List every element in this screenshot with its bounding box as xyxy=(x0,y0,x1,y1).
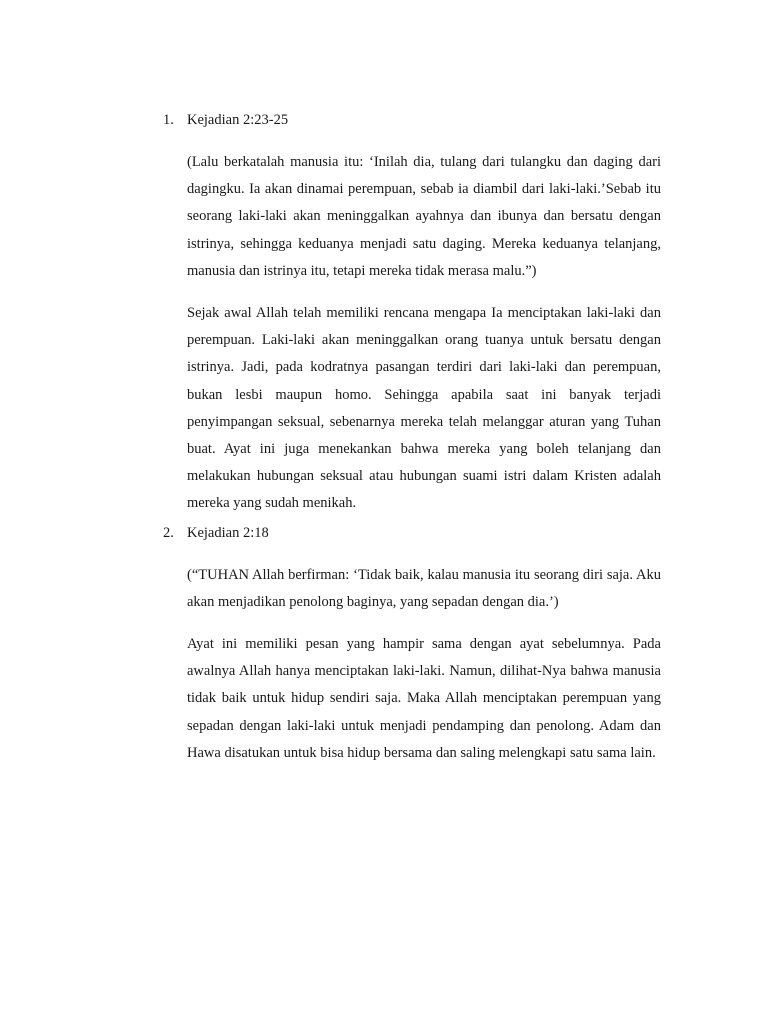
verse-reference: Kejadian 2:23-25 xyxy=(187,112,289,128)
list-item-2 xyxy=(163,523,683,781)
list-item-heading xyxy=(163,110,683,130)
verse-quote: (“TUHAN Allah berfirman: ‘Tidak baik, kalau manusia itu seorang diri saja. Aku akan menjadikan penolong baginya, yang sepadan dengan dia.’) xyxy=(187,567,661,611)
list-item-1 xyxy=(163,110,683,532)
commentary-paragraph: Sejak awal Allah telah memiliki rencana mengapa Ia menciptakan laki-laki dan perempuan. Laki-laki akan meninggalkan orang tuanya untuk bersatu dengan istrinya. Jadi, pada kodratnya pasangan terdiri dari laki-laki dan perempuan, bukan lesbi maupun homo. Sehingga apabila saat ini banyak terjadi penyimpangan seksual, sebenarnya mereka telah melanggar aturan yang Tuhan buat. Ayat ini juga menekankan bahwa mereka yang boleh telanjang dan melakukan hubungan seksual atau hubungan suami istri dalam Kristen adalah mereka yang sudah menikah. xyxy=(187,305,661,512)
list-number: 1. xyxy=(163,112,174,128)
commentary-paragraph: Ayat ini memiliki pesan yang hampir sama dengan ayat sebelumnya. Pada awalnya Allah hanya menciptakan laki-laki. Namun, dilihat-Nya bahwa manusia tidak baik untuk hidup sendiri saja. Maka Allah menciptakan perempuan yang sepadan dengan laki-laki untuk menjadi pendamping dan penolong. Adam dan Hawa disatukan untuk bisa hidup bersama dan saling melengkapi satu sama lain. xyxy=(187,635,661,761)
verse-reference: Kejadian 2:18 xyxy=(187,525,269,541)
list-item-heading xyxy=(163,523,683,543)
list-number: 2. xyxy=(163,525,174,541)
verse-quote: (Lalu berkatalah manusia itu: ‘Inilah dia, tulang dari tulangku dan daging dari dagingku. Ia akan dinamai perempuan, sebab ia diambil dari laki-laki.’Sebab itu seorang laki-laki akan meninggalkan ayahnya dan ibunya dan bersatu dengan istrinya, sehingga keduanya menjadi satu daging. Mereka keduanya telanjang, manusia dan istrinya itu, tetapi mereka tidak merasa malu.”) xyxy=(187,154,661,279)
